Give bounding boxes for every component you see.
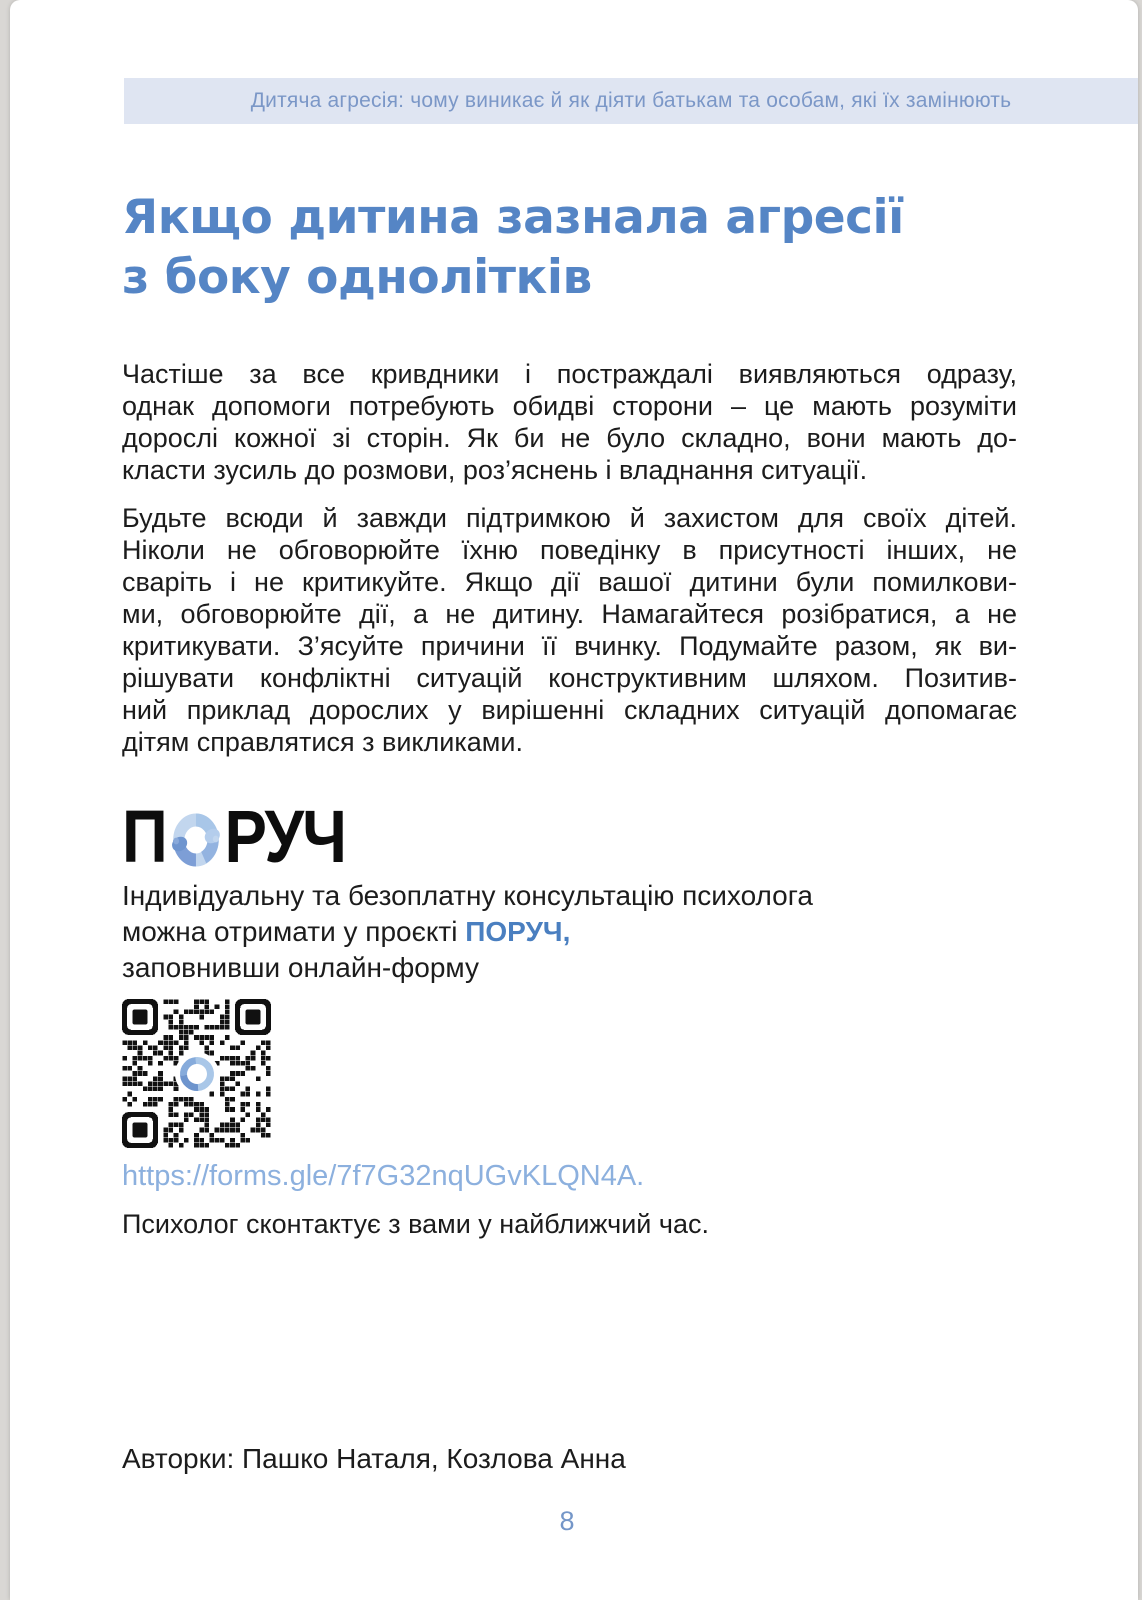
- paragraph-1: [122, 358, 1017, 486]
- logo-letter-p: П: [122, 795, 167, 878]
- consult-line-2: [122, 914, 1017, 950]
- form-link[interactable]: https://forms.gle/7f7G32nqUGvKLQN4A.: [122, 1160, 645, 1192]
- paragraph-2: [122, 502, 1017, 758]
- document-page: [10, 0, 1138, 1600]
- authors-line: Авторки: Пашко Наталя, Козлова Анна: [122, 1443, 626, 1474]
- text-line: Будьте всюди й завжди підтримкою й захистом для своїх дітей.: [122, 503, 1017, 533]
- running-header: [124, 78, 1138, 124]
- page-content: [122, 188, 1017, 1240]
- poruch-logo-text: [122, 795, 346, 878]
- text-line: дітям справлятися з викликами.: [122, 727, 523, 757]
- text-line: Частіше за все кривдники і постраждалі виявляються одразу,: [122, 359, 1017, 389]
- text-line: сваріть і не критикуйте. Якщо дії вашої дитини були помилкови-: [122, 567, 1017, 597]
- consult-line-1: Індивідуальну та безоплатну консультацію психолога: [122, 880, 813, 911]
- hands-circle-icon: [169, 808, 224, 872]
- text-line: з боку однолітків: [122, 250, 592, 305]
- running-header-text: Дитяча агресія: чому виникає й як діяти батькам та особам, які їх замінюють: [250, 89, 1012, 112]
- poruch-logo: [122, 795, 1017, 878]
- consult-line-3: заповнивши онлайн-форму: [122, 952, 479, 983]
- text-line: рішувати конфліктні ситуацій конструктивним шляхом. Позитив-: [122, 663, 1017, 693]
- consultation-note: [122, 878, 1017, 986]
- text-line: Ніколи не обговорюйте їхню поведінку в присутності інших, не: [122, 535, 1017, 565]
- page-number: 8: [559, 1506, 575, 1536]
- qr-code: [122, 999, 271, 1148]
- text-line: дорослі кожної зі сторін. Як би не було складно, вони мають до-: [122, 423, 1017, 453]
- consult-line-2-prefix: можна отримати у проєкті: [122, 916, 466, 947]
- text-line: ний приклад дорослих у вирішенні складних ситуацій допомагає: [122, 695, 1017, 725]
- page-title: [122, 188, 1017, 308]
- text-line: класти зусиль до розмови, роз’яснень і владнання ситуації.: [122, 455, 868, 485]
- text-line: однак допомоги потребують обидві сторони – це мають розуміти: [122, 391, 1017, 421]
- poruch-project-link[interactable]: ПОРУЧ,: [465, 916, 571, 947]
- contact-note: Психолог сконтактує з вами у найближчий час.: [122, 1209, 709, 1239]
- logo-letters-ruch: РУЧ: [224, 795, 346, 878]
- text-line: ми, обговорюйте дії, а не дитину. Намагайтеся розібратися, а не: [122, 599, 1017, 629]
- text-line: Якщо дитина зазнала агресії: [122, 190, 904, 245]
- text-line: критикувати. З’ясуйте причини її вчинку. Подумайте разом, як ви-: [122, 631, 1017, 661]
